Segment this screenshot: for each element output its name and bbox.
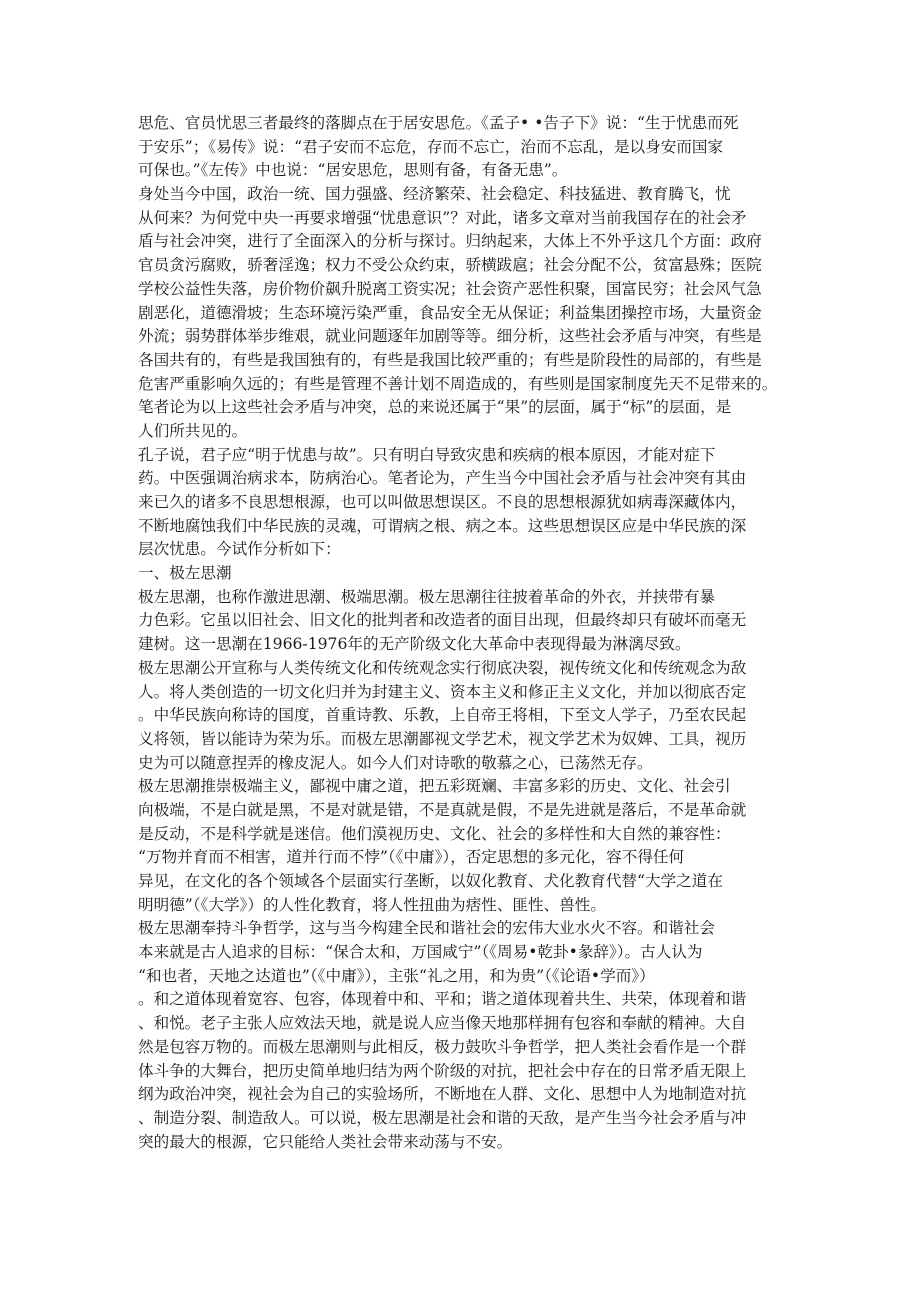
- text-line: 力色彩。它虽以旧社会、旧文化的批判者和改造者的面目出现，但最终却只有破坏而毫无: [138, 611, 747, 630]
- text-line: 向极端，不是白就是黑，不是对就是错，不是真就是假，不是先进就是落后，不是革命就: [138, 800, 747, 819]
- text-line: 可保也。”《左传》中也说：“居安思危，思则有备，有备无患”。: [138, 161, 568, 180]
- text-line: 极左思潮奉持斗争哲学，这与当今构建全民和谐社会的宏伟大业水火不容。和谐社会: [138, 919, 715, 938]
- text-line: 层次忧患。今试作分析如下：: [138, 540, 341, 559]
- text-line: 各国共有的，有些是我国独有的，有些是我国比较严重的；有些是阶段性的局部的，有些是: [138, 350, 762, 369]
- text-line: 思危、官员忧思三者最终的落脚点在于居安思危。《孟子• •告子下》说：“生于忧患而死: [138, 114, 739, 132]
- text-line: 官员贪污腐败，骄奢淫逸；权力不受公众约束，骄横跋扈；社会分配不公，贫富悬殊；医院: [138, 256, 762, 275]
- text-line: 不断地腐蚀我们中华民族的灵魂，可谓病之根、病之本。这些思想误区应是中华民族的深: [138, 516, 747, 535]
- text-line: 人。将人类创造的一切文化归并为封建主义、资本主义和修正主义文化，并加以彻底否定: [138, 682, 747, 701]
- text-line: 学校公益性失落，房价物价飙升脱离工资实况；社会资产恶性积聚，国富民穷；社会风气急: [138, 279, 762, 298]
- text-line: 剧恶化，道德滑坡；生态环境污染严重，食品安全无从保证；利益集团操控市场，大量资金: [138, 303, 762, 322]
- text-line: 极左思潮公开宣称与人类传统文化和传统观念实行彻底决裂，视传统文化和传统观念为敌: [138, 658, 747, 677]
- text-line: 极左思潮推崇极端主义，鄙视中庸之道，把五彩斑斓、丰富多彩的历史、文化、社会引: [138, 777, 731, 796]
- text-line: 。和之道体现着宽容、包容，体现着中和、平和；谐之道体现着共生、共荣，体现着和谐: [138, 990, 747, 1009]
- text-line: 人们所共见的。: [138, 421, 248, 440]
- text-line: 来已久的诸多不良思想根源，也可以叫做思想误区。不良的思想根源犹如病毒深藏体内，: [138, 493, 747, 511]
- text-line: 突的最大的根源，它只能给人类社会带来动荡与不安。: [138, 1132, 513, 1151]
- text-line: 纲为政治冲突，视社会为自己的实验场所，不断地在人群、文化、思想中人为地制造对抗: [138, 1085, 747, 1104]
- text-line: 是反动，不是科学就是迷信。他们漠视历史、文化、社会的多样性和大自然的兼容性：: [138, 824, 731, 843]
- text-line: 药。中医强调治病求本，防病治心。笔者论为，产生当今中国社会矛盾与社会冲突有其由: [138, 469, 747, 488]
- text-line: 盾与社会冲突，进行了全面深入的分析与探讨。归纳起来，大体上不外乎这几个方面：政府: [138, 232, 762, 251]
- text-line: 身处当今中国，政治一统、国力强盛、经济繁荣、社会稳定、科技猛进、教育腾飞，忧: [138, 185, 731, 204]
- text-line: 笔者论为以上这些社会矛盾与冲突，总的来说还属于“果”的层面，属于“标”的层面，是: [138, 398, 732, 417]
- text-line: 极左思潮，也称作激进思潮、极端思潮。极左思潮往往披着革命的外衣，并挟带有暴: [138, 587, 715, 606]
- text-line: 然是包容万物的。而极左思潮则与此相反，极力鼓吹斗争哲学，把人类社会看作是一个群: [138, 1037, 747, 1056]
- text-line: 异见，在文化的各个领域各个层面实行垄断，以奴化教育、犬化教育代替“大学之道在: [138, 872, 723, 890]
- document-body: [138, 112, 798, 1154]
- text-line: 、制造分裂、制造敌人。可以说，极左思潮是社会和谐的天敌，是产生当今社会矛盾与冲: [138, 1108, 747, 1127]
- text-line: 建树。这一思潮在1966-1976年的无产阶级文化大革命中表现得最为淋漓尽致。: [138, 635, 691, 654]
- text-line: 、和悦。老子主张人应效法天地，就是说人应当像天地那样拥有包容和奉献的精神。大自: [138, 1014, 747, 1033]
- text-line: 于安乐”；《易传》说：“君子安而不忘危，存而不忘亡，治而不忘乱，是以身安而国家: [138, 137, 724, 156]
- text-line: 一、极左思潮: [138, 564, 232, 583]
- text-line: 义将领，皆以能诗为荣为乐。而极左思潮鄙视文学艺术，视文学艺术为奴婢、工具，视历: [138, 729, 747, 748]
- text-line: 孔子说，君子应“明于忧患与故”。只有明白导致灾患和疾病的根本原因，才能对症下: [138, 445, 716, 464]
- text-line: 危害严重影响久远的；有些是管理不善计划不周造成的，有些则是国家制度先天不足带来的。: [138, 374, 778, 393]
- text-line: “万物并育而不相害，道并行而不悖”（《中庸》），否定思想的多元化，容不得任何: [138, 848, 685, 867]
- text-line: 。中华民族向称诗的国度，首重诗教、乐教，上自帝王将相，下至文人学子，乃至农民起: [138, 706, 747, 725]
- text-line: 明明德”（《大学》）的人性化教育，将人性扭曲为痞性、匪性、兽性。: [138, 895, 606, 914]
- text-line: 从何来？为何党中央一再要求增强“忧患意识”？对此，诸多文章对当前我国存在的社会矛: [138, 208, 747, 227]
- text-line: “和也者，天地之达道也”（《中庸》），主张“礼之用，和为贵”（《论语•学而》）: [138, 966, 655, 985]
- text-line: 外流；弱势群体举步维艰，就业问题逐年加剧等等。细分析，这些社会矛盾与冲突，有些是: [138, 327, 762, 346]
- text-line: 史为可以随意捏弄的橡皮泥人。如今人们对诗歌的敬慕之心，已荡然无存。: [138, 753, 653, 772]
- text-line: 本来就是古人追求的目标：“保合太和，万国咸宁”（《周易•乾卦•彖辞》）。古人认为: [138, 943, 703, 962]
- text-line: 体斗争的大舞台，把历史简单地归结为两个阶级的对抗，把社会中存在的日常矛盾无限上: [138, 1061, 747, 1080]
